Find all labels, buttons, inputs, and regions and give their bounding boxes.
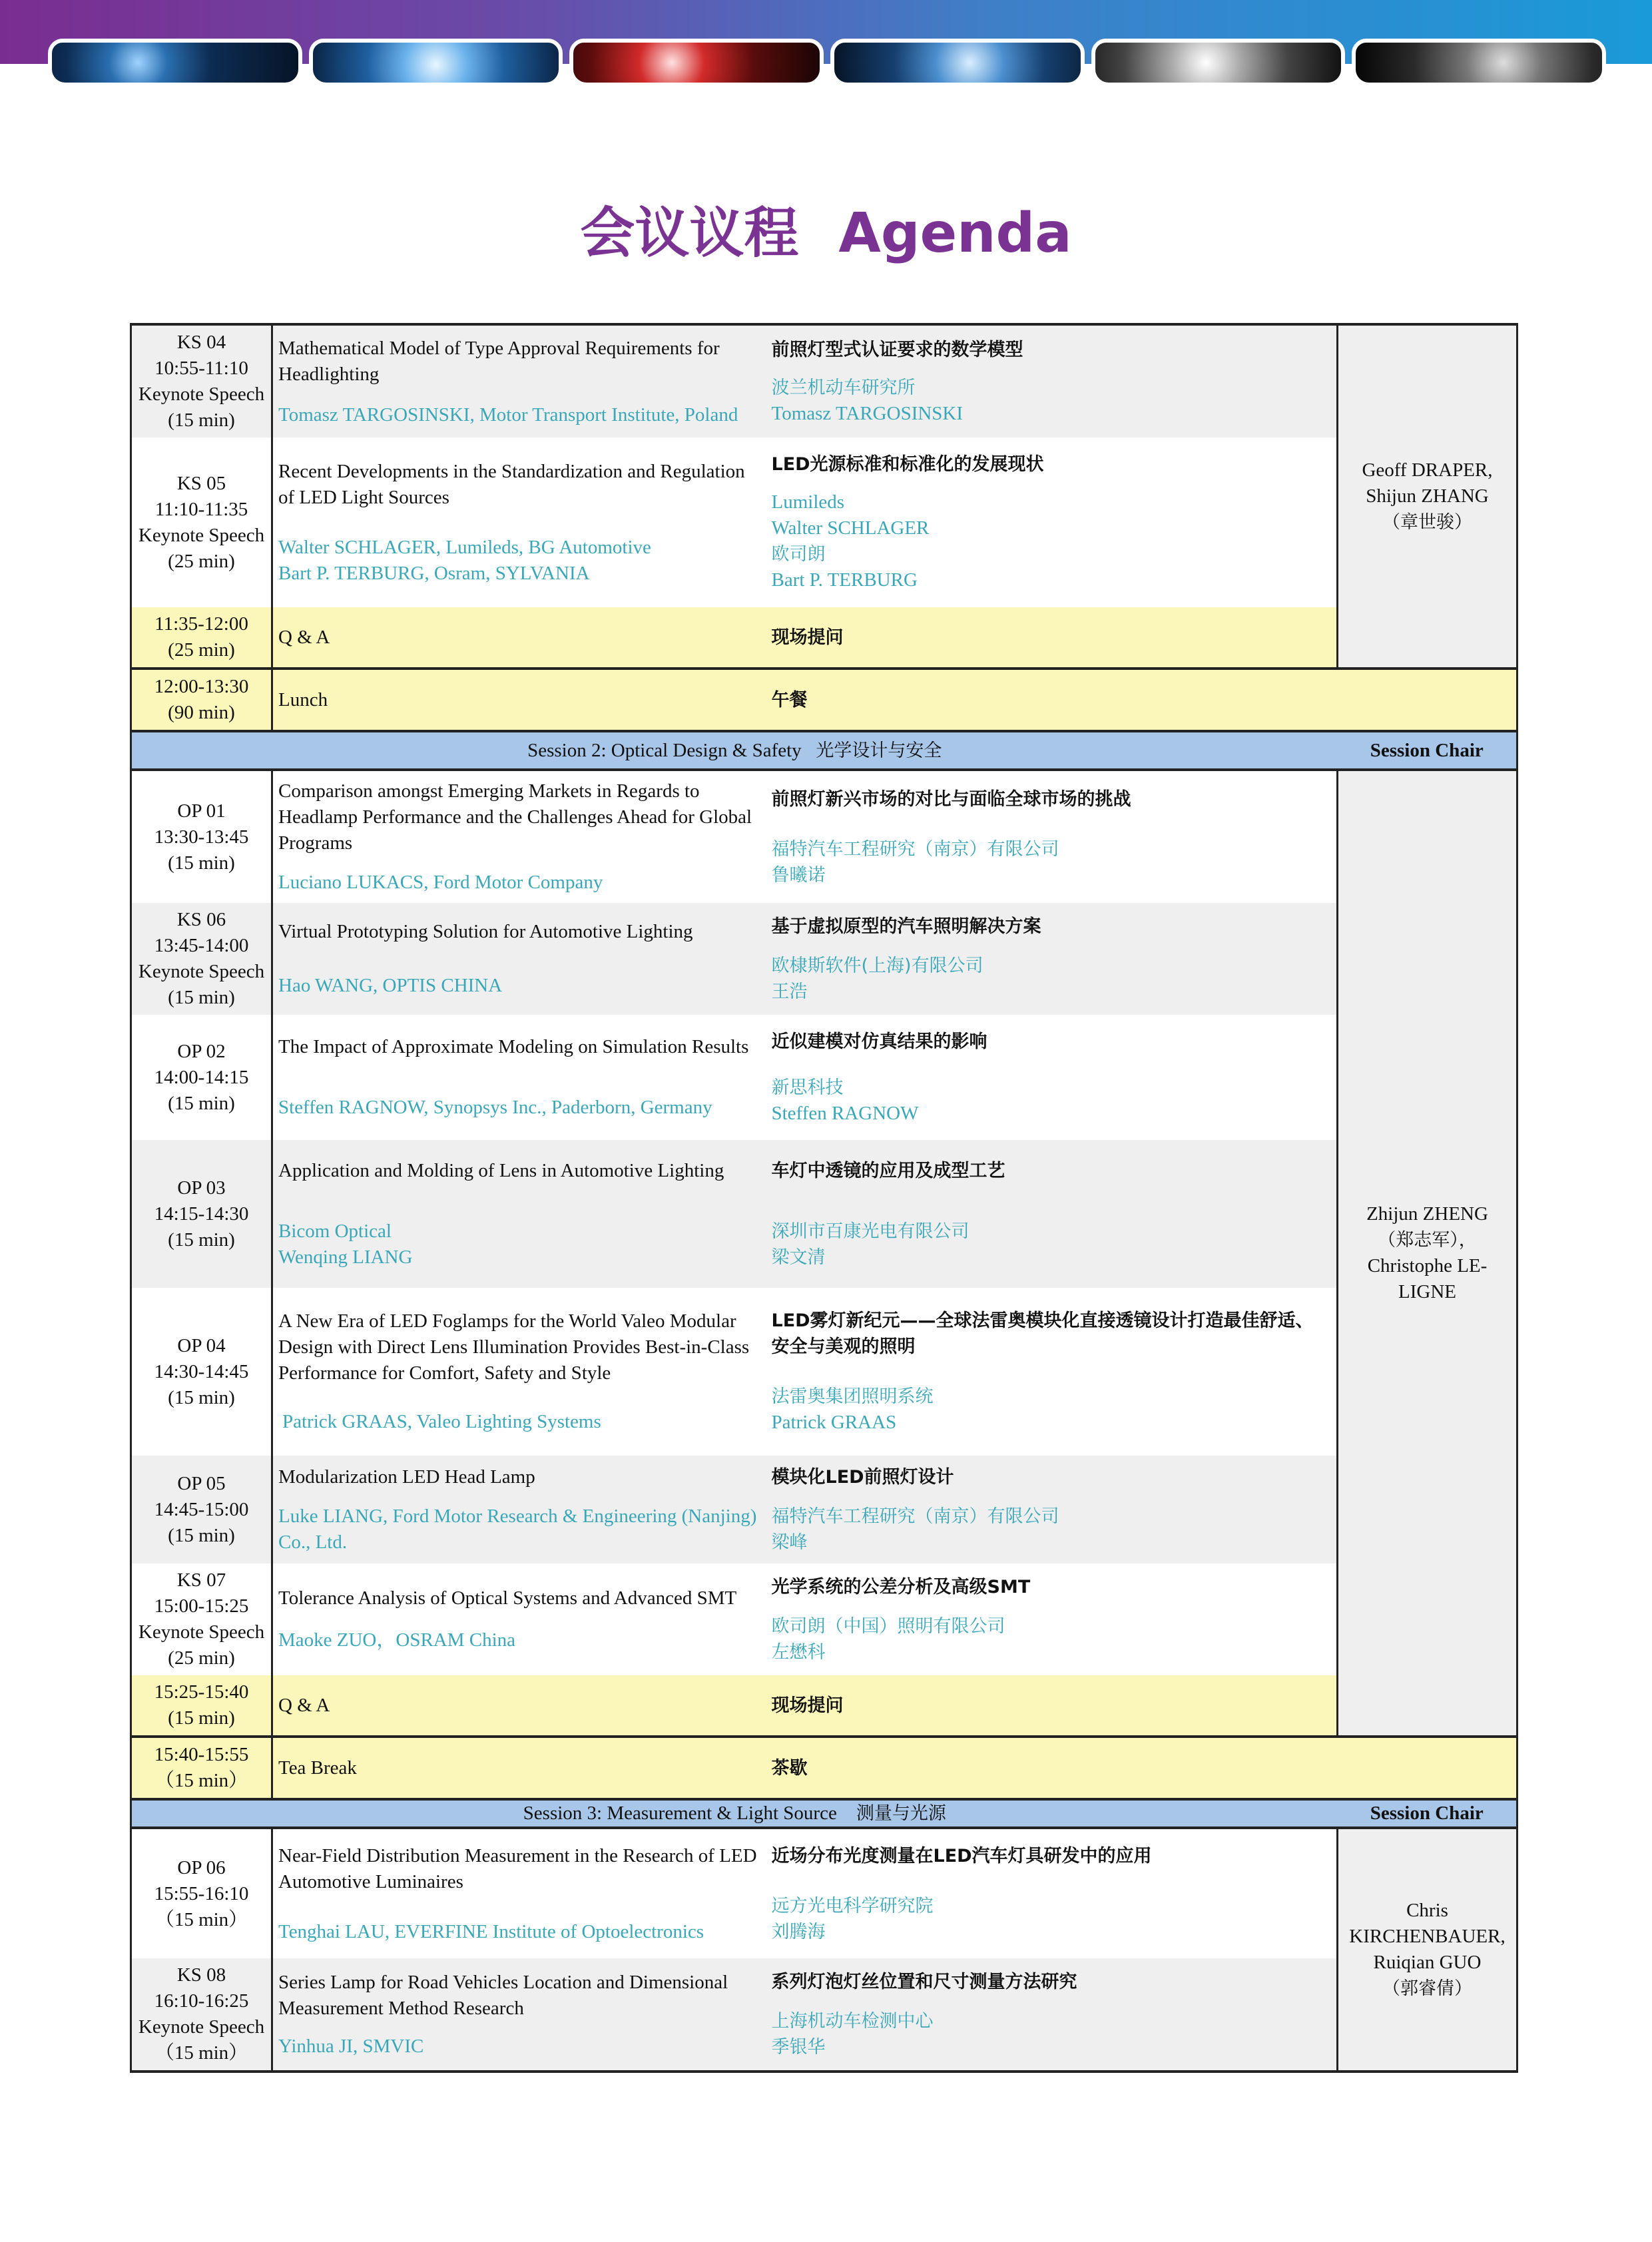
qa-label-en: Q & A xyxy=(278,1694,330,1716)
english-cell xyxy=(272,1958,766,2072)
talk-duration: (25 min) xyxy=(168,1647,235,1669)
talk-code: OP 04 xyxy=(177,1334,226,1356)
page-title-en: Agenda xyxy=(838,202,1072,265)
talk-duration: (15 min) xyxy=(168,410,235,431)
english-cell xyxy=(272,1563,766,1675)
speaker-cn: Tomasz TARGOSINSKI xyxy=(771,402,964,424)
talk-type: Keynote Speech xyxy=(138,384,265,405)
talk-time: 15:25-15:40 xyxy=(154,1681,249,1703)
english-cell xyxy=(272,669,766,731)
chinese-cell xyxy=(766,669,1517,731)
talk-time: 11:10-11:35 xyxy=(154,498,248,520)
english-cell xyxy=(272,1140,766,1288)
chair-name: Christophe LE- xyxy=(1367,1255,1488,1276)
speaker-en: Bicom Optical xyxy=(278,1220,392,1242)
talk-duration: (15 min) xyxy=(168,1092,235,1114)
talk-code: KS 04 xyxy=(176,332,226,353)
table-row xyxy=(131,669,1517,731)
session-label-cn: 光学设计与安全 xyxy=(816,740,942,761)
table-row xyxy=(131,1737,1517,1799)
talk-title-en: Comparison amongst Emerging Markets in Regards to Headlamp Performance and the Challenges Ahead for Global Programs xyxy=(278,780,752,854)
chinese-cell xyxy=(766,607,1338,669)
talk-title-cn: 光学系统的公差分析及高级SMT xyxy=(771,1576,1031,1597)
talk-code: OP 05 xyxy=(177,1472,226,1494)
talk-duration: (15 min) xyxy=(168,852,235,874)
speaker-cn: 远方光电科学研究院 xyxy=(771,1895,934,1916)
session-chair-label: Session Chair xyxy=(1338,1799,1517,1828)
time-cell xyxy=(131,1288,272,1456)
talk-duration: （15 min） xyxy=(154,1908,248,1930)
talk-code: OP 03 xyxy=(177,1177,226,1199)
headlamp-image-1 xyxy=(48,39,302,87)
session-label: Session 3: Measurement & Light Source xyxy=(523,1803,837,1824)
time-cell xyxy=(131,1675,272,1737)
talk-code: OP 01 xyxy=(177,800,226,822)
talk-title-en: The Impact of Approximate Modeling on Simulation Results xyxy=(278,1036,749,1057)
time-cell xyxy=(131,1958,272,2072)
speaker-cn: Patrick GRAAS xyxy=(771,1412,897,1433)
chinese-cell xyxy=(766,1288,1338,1456)
talk-time: 13:30-13:45 xyxy=(154,826,249,848)
speaker-cn: 法雷奥集团照明系统 xyxy=(771,1386,934,1407)
talk-time: 15:00-15:25 xyxy=(154,1595,249,1617)
talk-title-en: Mathematical Model of Type Approval Requirements for Headlighting xyxy=(278,337,720,385)
talk-duration: (15 min) xyxy=(168,1386,235,1408)
speaker-en: Tomasz TARGOSINSKI, Motor Transport Institute, Poland xyxy=(278,404,738,425)
talk-type: Keynote Speech xyxy=(138,961,265,982)
speaker-cn: 梁峰 xyxy=(771,1532,808,1553)
talk-time: 15:55-16:10 xyxy=(154,1882,249,1904)
tea-break-label-en: Tea Break xyxy=(278,1757,357,1779)
talk-title-cn: 模块化LED前照灯设计 xyxy=(771,1466,954,1488)
talk-title-en: A New Era of LED Foglamps for the World Valeo Modular Design with Direct Lens Illumination Provides Best-in-Class Performance for Comfort, Safety and Style xyxy=(278,1310,750,1384)
session-title xyxy=(131,731,1338,770)
english-cell xyxy=(272,770,766,903)
talk-code: KS 08 xyxy=(176,1964,226,1986)
english-cell xyxy=(272,1828,766,1958)
talk-type: Keynote Speech xyxy=(138,524,265,546)
chinese-cell xyxy=(766,437,1338,607)
talk-duration: （15 min） xyxy=(154,1770,248,1791)
speaker-en: Tenghai LAU, EVERFINE Institute of Optoelectronics xyxy=(278,1920,704,1942)
english-cell xyxy=(272,607,766,669)
headlamp-image-2 xyxy=(309,39,563,87)
speaker-cn: 波兰机动车研究所 xyxy=(771,377,916,398)
tea-break-label-cn: 茶歇 xyxy=(771,1757,808,1779)
talk-title-cn: 近似建模对仿真结果的影响 xyxy=(771,1031,987,1052)
speaker-cn: 欧司朗 xyxy=(771,544,826,565)
talk-type: Keynote Speech xyxy=(138,2016,265,2038)
agenda-table xyxy=(130,323,1518,2073)
speaker-en: Luciano LUKACS, Ford Motor Company xyxy=(278,872,603,893)
speaker-cn: 梁文清 xyxy=(771,1247,826,1268)
talk-title-en: Tolerance Analysis of Optical Systems and Advanced SMT xyxy=(278,1587,737,1609)
talk-duration: (15 min) xyxy=(168,1229,235,1251)
chinese-cell xyxy=(766,1563,1338,1675)
headlamp-image-5 xyxy=(1091,39,1346,87)
talk-title-cn: 系列灯泡灯丝位置和尺寸测量方法研究 xyxy=(771,1971,1077,1992)
lunch-label-cn: 午餐 xyxy=(771,689,808,710)
speaker-cn: 欧司朗（中国）照明有限公司 xyxy=(771,1615,1005,1637)
table-row xyxy=(131,903,1517,1015)
english-cell xyxy=(272,1675,766,1737)
chair-name-cn: （郑志军）， xyxy=(1378,1230,1477,1251)
talk-time: 13:45-14:00 xyxy=(154,935,249,956)
session-label-cn: 测量与光源 xyxy=(856,1803,946,1824)
chair-name: KIRCHENBAUER, xyxy=(1349,1926,1506,1947)
talk-time: 14:45-15:00 xyxy=(154,1498,249,1520)
speaker-cn: 季银华 xyxy=(771,2036,826,2058)
qa-label-cn: 现场提问 xyxy=(771,627,844,648)
talk-time: 14:00-14:15 xyxy=(154,1066,249,1088)
english-cell xyxy=(272,324,766,437)
speaker-en: Maoke ZUO，OSRAM China xyxy=(278,1629,516,1651)
speaker-en: Bart P. TERBURG, Osram, SYLVANIA xyxy=(278,562,590,584)
time-cell xyxy=(131,770,272,903)
talk-duration: (25 min) xyxy=(168,550,235,572)
qa-label-cn: 现场提问 xyxy=(771,1695,844,1716)
speaker-en: Yinhua JI, SMVIC xyxy=(278,2035,424,2057)
table-row xyxy=(131,1828,1517,1958)
chinese-cell xyxy=(766,903,1338,1015)
chinese-cell xyxy=(766,1015,1338,1140)
talk-title-cn: 近场分布光度测量在LED汽车灯具研发中的应用 xyxy=(771,1845,1152,1866)
talk-title-cn: LED雾灯新纪元——全球法雷奥模块化直接透镜设计打造最佳舒适、安全与美观的照明 xyxy=(771,1310,1314,1357)
talk-title-cn: 车灯中透镜的应用及成型工艺 xyxy=(771,1160,1005,1181)
talk-title-cn: LED光源标准和标准化的发展现状 xyxy=(771,454,1044,475)
speaker-cn: 鲁曦诺 xyxy=(771,864,826,886)
time-cell xyxy=(131,1737,272,1799)
talk-time: 14:30-14:45 xyxy=(154,1360,249,1382)
chinese-cell xyxy=(766,1737,1517,1799)
time-cell xyxy=(131,669,272,731)
speaker-cn: 深圳市百康光电有限公司 xyxy=(771,1221,969,1242)
headlamp-image-6 xyxy=(1352,39,1606,87)
table-row xyxy=(131,1456,1517,1563)
talk-code: OP 02 xyxy=(177,1040,226,1062)
chinese-cell xyxy=(766,324,1338,437)
talk-duration: （15 min） xyxy=(154,2042,248,2064)
talk-duration: (15 min) xyxy=(168,987,235,1008)
time-cell xyxy=(131,1563,272,1675)
time-cell xyxy=(131,1140,272,1288)
chair-name: Shijun ZHANG xyxy=(1366,485,1489,507)
headlamp-image-4 xyxy=(830,39,1085,87)
time-cell xyxy=(131,1828,272,1958)
time-cell xyxy=(131,1456,272,1563)
talk-duration: (15 min) xyxy=(168,1707,235,1729)
time-cell xyxy=(131,903,272,1015)
talk-title-en: Virtual Prototyping Solution for Automotive Lighting xyxy=(278,921,693,942)
speaker-cn: 福特汽车工程研究（南京）有限公司 xyxy=(771,838,1059,860)
talk-title-cn: 前照灯型式认证要求的数学模型 xyxy=(771,339,1023,360)
speaker-cn: Walter SCHLAGER xyxy=(771,517,930,539)
session-label: Session 2: Optical Design & Safety xyxy=(527,739,802,761)
speaker-cn: Lumileds xyxy=(771,491,845,513)
table-row xyxy=(131,1015,1517,1140)
talk-duration: (90 min) xyxy=(168,702,235,723)
table-row xyxy=(131,770,1517,903)
talk-time: 11:35-12:00 xyxy=(154,613,248,635)
chair-name: LIGNE xyxy=(1398,1281,1456,1302)
talk-code: OP 06 xyxy=(177,1856,226,1878)
chinese-cell xyxy=(766,1828,1338,1958)
talk-title-cn: 基于虚拟原型的汽车照明解决方案 xyxy=(771,916,1041,937)
table-row xyxy=(131,607,1517,669)
time-cell xyxy=(131,1015,272,1140)
chair-name: Zhijun ZHENG xyxy=(1366,1203,1488,1225)
table-row xyxy=(131,1563,1517,1675)
session-header xyxy=(131,731,1517,770)
talk-title-en: Application and Molding of Lens in Automotive Lighting xyxy=(278,1159,724,1181)
speaker-en: Luke LIANG, Ford Motor Research & Engineering (Nanjing) Co., Ltd. xyxy=(278,1505,757,1553)
talk-duration: (15 min) xyxy=(168,1524,235,1546)
session-title xyxy=(131,1799,1338,1828)
talk-time: 15:40-15:55 xyxy=(154,1744,249,1765)
speaker-cn: Bart P. TERBURG xyxy=(771,569,918,591)
talk-code: KS 05 xyxy=(176,472,226,494)
speaker-cn: 欧棣斯软件(上海)有限公司 xyxy=(771,955,983,976)
table-row xyxy=(131,324,1517,437)
speaker-cn: 王浩 xyxy=(771,981,808,1002)
speaker-en: Hao WANG, OPTIS CHINA xyxy=(278,975,503,996)
talk-title-en: Series Lamp for Road Vehicles Location and Dimensional Measurement Method Research xyxy=(278,1971,728,2019)
speaker-cn: 新思科技 xyxy=(771,1077,844,1098)
chair-name: Geoff DRAPER, xyxy=(1362,459,1493,481)
table-row xyxy=(131,1288,1517,1456)
table-row xyxy=(131,1958,1517,2072)
talk-time: 12:00-13:30 xyxy=(154,676,249,697)
talk-time: 14:15-14:30 xyxy=(154,1203,249,1225)
english-cell xyxy=(272,1015,766,1140)
headlamp-image-3 xyxy=(569,39,824,87)
chair-name: Ruiqian GUO xyxy=(1373,1952,1482,1973)
chinese-cell xyxy=(766,770,1338,903)
talk-code: KS 07 xyxy=(176,1569,226,1591)
speaker-cn: 上海机动车检测中心 xyxy=(771,2010,934,2032)
speaker-cn: 刘腾海 xyxy=(771,1921,826,1942)
session-chair-cell xyxy=(1338,324,1517,669)
speaker-en: Steffen RAGNOW, Synopsys Inc., Paderborn, Germany xyxy=(278,1097,712,1118)
time-cell xyxy=(131,324,272,437)
talk-time: 10:55-11:10 xyxy=(154,358,248,379)
lunch-label-en: Lunch xyxy=(278,689,328,710)
chinese-cell xyxy=(766,1675,1338,1737)
table-row xyxy=(131,437,1517,607)
english-cell xyxy=(272,437,766,607)
chinese-cell xyxy=(766,1140,1338,1288)
speaker-en: Patrick GRAAS, Valeo Lighting Systems xyxy=(282,1411,601,1432)
page-title xyxy=(0,190,1652,268)
speaker-en: Walter SCHLAGER, Lumileds, BG Automotive xyxy=(278,536,651,558)
session-chair-cell xyxy=(1338,1828,1517,2072)
chair-name: Chris xyxy=(1406,1900,1448,1921)
speaker-cn: Steffen RAGNOW xyxy=(771,1102,919,1124)
talk-title-cn: 前照灯新兴市场的对比与面临全球市场的挑战 xyxy=(771,788,1131,810)
session-header xyxy=(131,1799,1517,1828)
english-cell xyxy=(272,903,766,1015)
talk-type: Keynote Speech xyxy=(138,1621,265,1643)
talk-title-en: Near-Field Distribution Measurement in the Research of LED Automotive Luminaires xyxy=(278,1844,757,1892)
english-cell xyxy=(272,1288,766,1456)
chinese-cell xyxy=(766,1958,1338,2072)
time-cell xyxy=(131,437,272,607)
chair-name-cn: （郭睿倩） xyxy=(1382,1978,1472,1999)
session-chair-label: Session Chair xyxy=(1338,731,1517,770)
talk-time: 16:10-16:25 xyxy=(154,1990,249,2012)
english-cell xyxy=(272,1456,766,1563)
page-title-cn: 会议议程 xyxy=(580,202,799,265)
chinese-cell xyxy=(766,1456,1338,1563)
header-image-strip xyxy=(48,39,1606,87)
table-row xyxy=(131,1675,1517,1737)
speaker-en: Wenqing LIANG xyxy=(278,1246,413,1268)
session-chair-cell xyxy=(1338,770,1517,1737)
speaker-cn: 福特汽车工程研究（南京）有限公司 xyxy=(771,1506,1059,1527)
qa-label-en: Q & A xyxy=(278,626,330,648)
table-row xyxy=(131,1140,1517,1288)
talk-title-en: Modularization LED Head Lamp xyxy=(278,1466,535,1488)
talk-code: KS 06 xyxy=(176,909,226,930)
time-cell xyxy=(131,607,272,669)
english-cell xyxy=(272,1737,766,1799)
chair-name-cn: （章世骏） xyxy=(1382,512,1472,533)
speaker-cn: 左懋科 xyxy=(771,1641,826,1663)
talk-title-en: Recent Developments in the Standardization and Regulation of LED Light Sources xyxy=(278,460,745,508)
talk-duration: (25 min) xyxy=(168,639,235,661)
